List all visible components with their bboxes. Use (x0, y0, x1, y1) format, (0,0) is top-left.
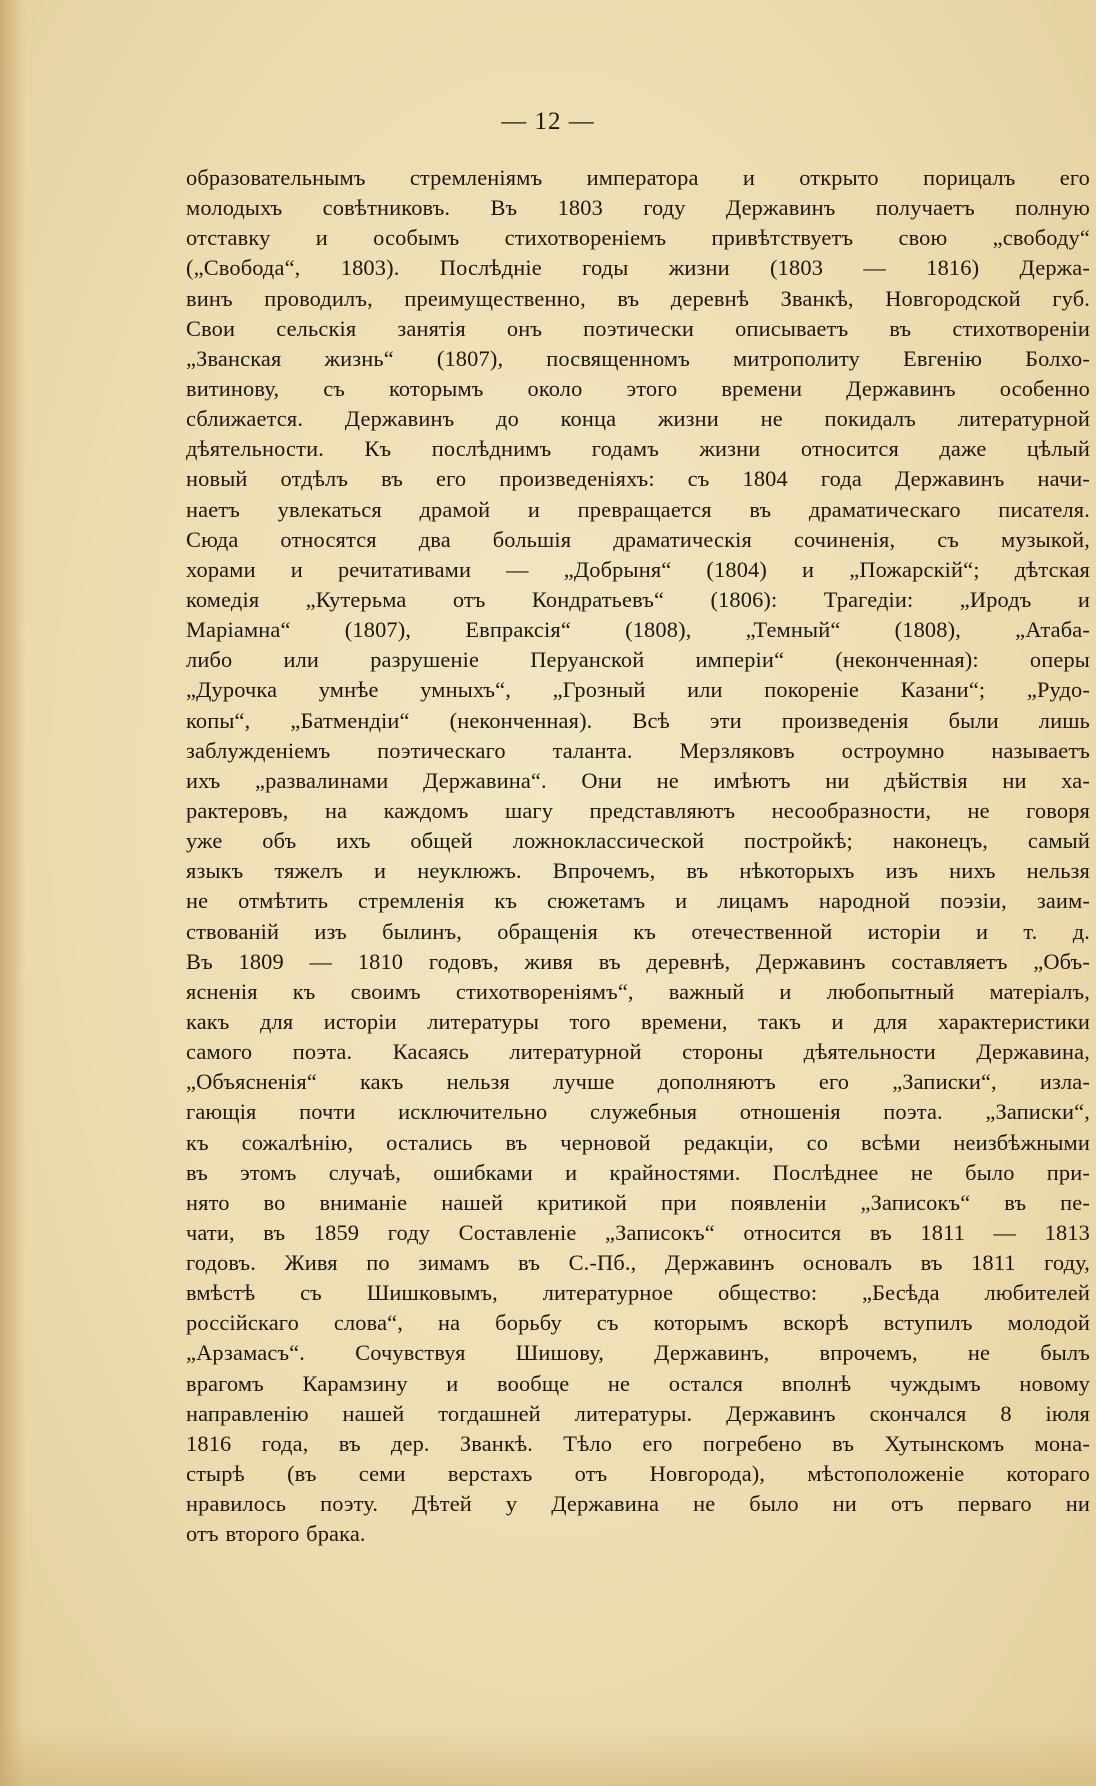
text-line: въ этомъ случаѣ, ошибками и крайностями. Послѣднее не было при- (186, 1159, 1090, 1185)
body-text (186, 163, 1090, 1549)
text-line: какъ для исторіи литературы того времени, такъ и для характеристики (186, 1008, 1090, 1034)
text-line: образовательнымъ стремленіямъ императора и открыто порицалъ его (186, 165, 1090, 190)
page-edge-shadow (0, 0, 26, 1786)
text-line: рактеровъ, на каждомъ шагу представляютъ несообразности, не говоря (186, 797, 1090, 823)
text-line: сближается. Державинъ до конца жизни не покидалъ литературной (186, 406, 1090, 432)
text-line: комедія „Кутерьма отъ Кондратьевъ“ (1806): Трагедіи: „Иродъ и (186, 586, 1090, 612)
text-line: дѣятельности. Къ послѣднимъ годамъ жизни относится даже цѣлый (186, 436, 1090, 462)
text-line: заблужденіемъ поэтическаго таланта. Мерзляковъ остроумно называетъ (186, 737, 1090, 763)
text-line: ствованій изъ былинъ, обращенія къ отечественной исторіи и т. д. (186, 918, 1090, 944)
text-line: къ сожалѣнію, остались въ черновой редакціи, со всѣми неизбѣжными (186, 1129, 1090, 1155)
text-line: „Объясненія“ какъ нельзя лучше дополняютъ его „Записки“, излa- (186, 1069, 1090, 1095)
text-line: языкъ тяжелъ и неуклюжъ. Впрочемъ, въ нѣкоторыхъ изъ нихъ нельзя (186, 858, 1090, 884)
text-line: „Званская жизнь“ (1807), посвященномъ митрополиту Евгенію Болхо- (186, 345, 1090, 371)
text-line: Маріамна“ (1807), Евпраксія“ (1808), „Темный“ (1808), „Атаба- (186, 617, 1090, 643)
text-line: россійскаго слова“, на борьбу съ которымъ вскорѣ вступилъ молодой (186, 1310, 1090, 1336)
page-number: — 12 — (501, 108, 595, 135)
text-line: ихъ „развалинами Державина“. Они не имѣютъ ни дѣйствія ни ха- (186, 767, 1090, 793)
text-line: („Свобода“, 1803). Послѣдніе годы жизни (1803 — 1816) Держа- (186, 255, 1090, 281)
text-line: не отмѣтить стремленія къ сюжетамъ и лицамъ народной поэзіи, заим- (186, 888, 1090, 914)
text-line: хорами и речитативами — „Добрыня“ (1804) и „Пожарскій“; дѣтская (186, 556, 1090, 582)
text-line: наетъ увлекаться драмой и превращается въ драматическаго писателя. (186, 496, 1090, 522)
text-line: самого поэта. Касаясь литературной стороны дѣятельности Державина, (186, 1039, 1090, 1065)
text-line: годовъ. Живя по зимамъ въ С.-Пб., Державинъ основалъ въ 1811 году, (186, 1250, 1090, 1276)
text-line: стырѣ (въ семи верстахъ отъ Новгорода), мѣстоположеніе котораго (186, 1461, 1090, 1487)
text-line: витинову, съ которымъ около этого времени Державинъ особенно (186, 375, 1090, 401)
page-bottom-shadow (0, 1726, 1096, 1786)
text-line: нравилось поэту. Дѣтей у Державина не было ни отъ перваго ни (186, 1491, 1090, 1517)
text-line: уже объ ихъ общей ложноклассической постройкѣ; наконецъ, самый (186, 828, 1090, 854)
text-line: отставку и особымъ стихотвореніемъ привѣтствуетъ свою „свободу“ (186, 225, 1090, 251)
text-line: копы“, „Батмендіи“ (неконченная). Всѣ эти произведенія были лишь (186, 707, 1090, 733)
text-line: молодыхъ совѣтниковъ. Въ 1803 году Державинъ получаетъ полную (186, 195, 1090, 221)
text-line: гающія почти исключительно служебныя отношенія поэта. „Записки“, (186, 1099, 1090, 1125)
text-line: врагомъ Карамзину и вообще не остался вполнѣ чуждымъ новому (186, 1370, 1090, 1396)
text-line: „Арзамасъ“. Сочувствуя Шишову, Державинъ, впрочемъ, не былъ (186, 1340, 1090, 1366)
text-line: Сюда относятся два большія драматическія сочиненія, съ музыкой, (186, 526, 1090, 552)
text-line: чати, въ 1859 году Составленіе „Записокъ“ относится въ 1811 — 1813 (186, 1219, 1090, 1245)
text-line: направленію нашей тогдашней литературы. Державинъ скончался 8 іюля (186, 1400, 1090, 1426)
text-line: винъ проводилъ, преимущественно, въ деревнѣ Званкѣ, Новгородской губ. (186, 285, 1090, 311)
text-line: „Дурочка умнѣе умныхъ“, „Грозный или покореніе Казани“; „Рудо- (186, 677, 1090, 703)
text-line: Въ 1809 — 1810 годовъ, живя въ деревнѣ, Державинъ составляетъ „Объ- (186, 948, 1090, 974)
text-line: Свои сельскія занятія онъ поэтически описываетъ въ стихотвореніи (186, 315, 1090, 341)
text-line: отъ второго брака. (186, 1521, 366, 1547)
text-line: нято во вниманіе нашей критикой при появленіи „Записокъ“ въ пе- (186, 1189, 1090, 1215)
text-line: ясненія къ своимъ стихотвореніямъ“, важный и любопытный матеріалъ, (186, 978, 1090, 1004)
text-line: новый отдѣлъ въ его произведеніяхъ: съ 1804 года Державинъ начи- (186, 466, 1090, 492)
text-line: 1816 года, въ дер. Званкѣ. Тѣло его погребено въ Хутынскомъ мона- (186, 1430, 1090, 1456)
text-line: вмѣстѣ съ Шишковымъ, литературное общество: „Бесѣда любителей (186, 1280, 1090, 1306)
text-line: либо или разрушеніе Перуанской имперіи“ (неконченная): оперы (186, 647, 1090, 673)
